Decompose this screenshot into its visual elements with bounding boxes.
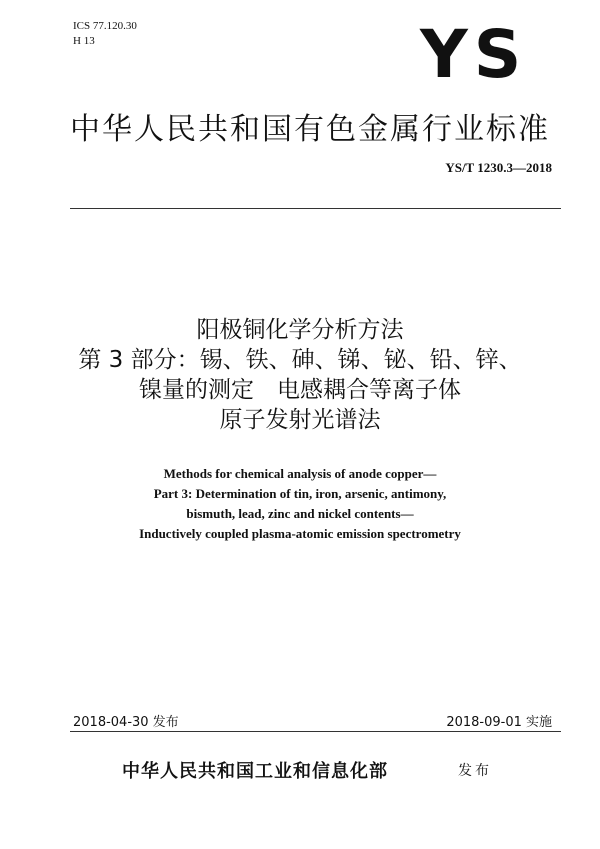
chinese-title [60,315,540,435]
chinese-title-line: 原子发射光谱法 [219,407,381,433]
issue-date: 2018-04-30 发布 [73,715,179,730]
ys-logo: YS [420,16,528,93]
bottom-divider [70,731,561,732]
publish-label: 发布 [458,763,492,779]
chinese-title-line: 第 3 部分：锡、铁、砷、锑、铋、铅、锌、 [78,347,522,373]
english-title-line: Part 3: Determination of tin, iron, arsenic, antimony, [153,486,447,501]
english-title [60,464,540,544]
chinese-title-line: 镍量的测定 电感耦合等离子体 [139,377,461,403]
classification-codes [73,19,137,49]
implementation-date: 2018-09-01 实施 [446,715,552,730]
standard-number: YS/T 1230.3—2018 [445,160,552,175]
chinese-title-line: 阳极铜化学分析方法 [196,317,404,343]
english-title-line: Methods for chemical analysis of anode copper— [163,466,437,481]
ccs-code: H 13 [73,35,95,47]
top-divider [70,208,561,209]
english-title-line: bismuth, lead, zinc and nickel contents— [186,506,414,521]
english-title-line: Inductively coupled plasma-atomic emission spectrometry [139,526,461,541]
ics-code: ICS 77.120.30 [73,20,137,32]
industry-standard-title: 中华人民共和国有色金属行业标准 [70,112,550,147]
publisher-name: 中华人民共和国工业和信息化部 [122,761,388,782]
